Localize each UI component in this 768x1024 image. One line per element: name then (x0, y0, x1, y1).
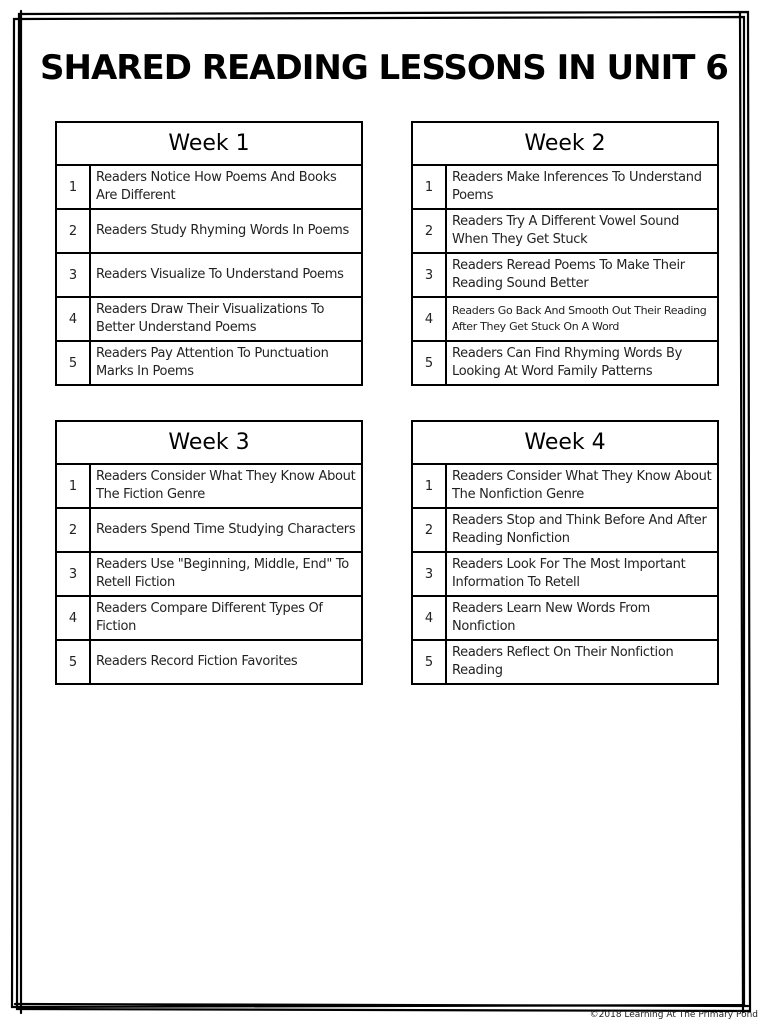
lesson-title: Readers Compare Different Types Of Fiction (96, 601, 323, 634)
lesson-number: 5 (57, 342, 91, 384)
week-2-header: Week 2 (413, 123, 717, 166)
lesson-row (57, 298, 361, 342)
lesson-row (57, 597, 361, 641)
lesson-title: Readers Stop and Think Before And After Reading Nonfiction (452, 513, 707, 546)
lesson-number: 3 (413, 254, 447, 296)
week-3-table (55, 420, 363, 685)
lesson-title: Readers Consider What They Know About The Fiction Genre (96, 469, 356, 502)
lesson-row (413, 553, 717, 597)
lesson-title: Readers Learn New Words From Nonfiction (452, 601, 650, 634)
lesson-row (413, 465, 717, 509)
lesson-title: Readers Notice How Poems And Books Are Different (96, 170, 337, 203)
lesson-row (57, 254, 361, 298)
lesson-row (57, 641, 361, 683)
lesson-row (413, 342, 717, 384)
week-1-header: Week 1 (57, 123, 361, 166)
lesson-row (57, 465, 361, 509)
lesson-row (57, 210, 361, 254)
lesson-title: Readers Visualize To Understand Poems (96, 267, 344, 282)
lesson-number: 5 (413, 641, 447, 683)
week-4-table (411, 420, 719, 685)
lesson-row (413, 597, 717, 641)
lesson-number: 3 (57, 254, 91, 296)
lesson-number: 1 (57, 166, 91, 208)
lesson-row (413, 509, 717, 553)
lesson-row (413, 641, 717, 683)
lesson-number: 4 (57, 298, 91, 340)
lesson-title: Readers Go Back And Smooth Out Their Reading After They Get Stuck On A Word (452, 304, 707, 333)
page-title: SHARED READING LESSONS IN UNIT 6 (40, 48, 728, 88)
lesson-row (413, 298, 717, 342)
lesson-number: 1 (413, 166, 447, 208)
week-3-header: Week 3 (57, 422, 361, 465)
lesson-number: 4 (57, 597, 91, 639)
lesson-title: Readers Study Rhyming Words In Poems (96, 223, 349, 238)
week-2-table (411, 121, 719, 386)
lesson-number: 3 (413, 553, 447, 595)
lesson-title: Readers Draw Their Visualizations To Better Understand Poems (96, 302, 325, 335)
lesson-number: 1 (413, 465, 447, 507)
lesson-title: Readers Look For The Most Important Information To Retell (452, 557, 686, 590)
lesson-number: 2 (57, 210, 91, 252)
lesson-title: Readers Record Fiction Favorites (96, 654, 298, 669)
week-1-table (55, 121, 363, 386)
lesson-row (413, 254, 717, 298)
lesson-title: Readers Try A Different Vowel Sound When They Get Stuck (452, 214, 680, 247)
lesson-number: 2 (413, 210, 447, 252)
lesson-number: 2 (413, 509, 447, 551)
lesson-row (57, 509, 361, 553)
lesson-row (413, 210, 717, 254)
lesson-title: Readers Spend Time Studying Characters (96, 522, 356, 537)
lesson-number: 5 (413, 342, 447, 384)
lesson-title: Readers Make Inferences To Understand Poems (452, 170, 702, 203)
lesson-title: Readers Pay Attention To Punctuation Marks In Poems (96, 346, 329, 379)
lesson-title: Readers Can Find Rhyming Words By Looking At Word Family Patterns (452, 346, 682, 379)
week-4-header: Week 4 (413, 422, 717, 465)
lesson-title: Readers Reflect On Their Nonfiction Reading (452, 645, 674, 678)
lesson-title: Readers Use "Beginning, Middle, End" To Retell Fiction (96, 557, 349, 590)
lesson-number: 1 (57, 465, 91, 507)
lesson-number: 4 (413, 298, 447, 340)
lesson-title: Readers Reread Poems To Make Their Reading Sound Better (452, 258, 685, 291)
lesson-row (57, 166, 361, 210)
lesson-number: 2 (57, 509, 91, 551)
lesson-row (413, 166, 717, 210)
copyright-notice: ©2018 Learning At The Primary Pond (589, 1010, 758, 1020)
lesson-title: Readers Consider What They Know About The Nonfiction Genre (452, 469, 712, 502)
lesson-number: 3 (57, 553, 91, 595)
lesson-row (57, 342, 361, 384)
lesson-row (57, 553, 361, 597)
lesson-number: 5 (57, 641, 91, 683)
lesson-number: 4 (413, 597, 447, 639)
